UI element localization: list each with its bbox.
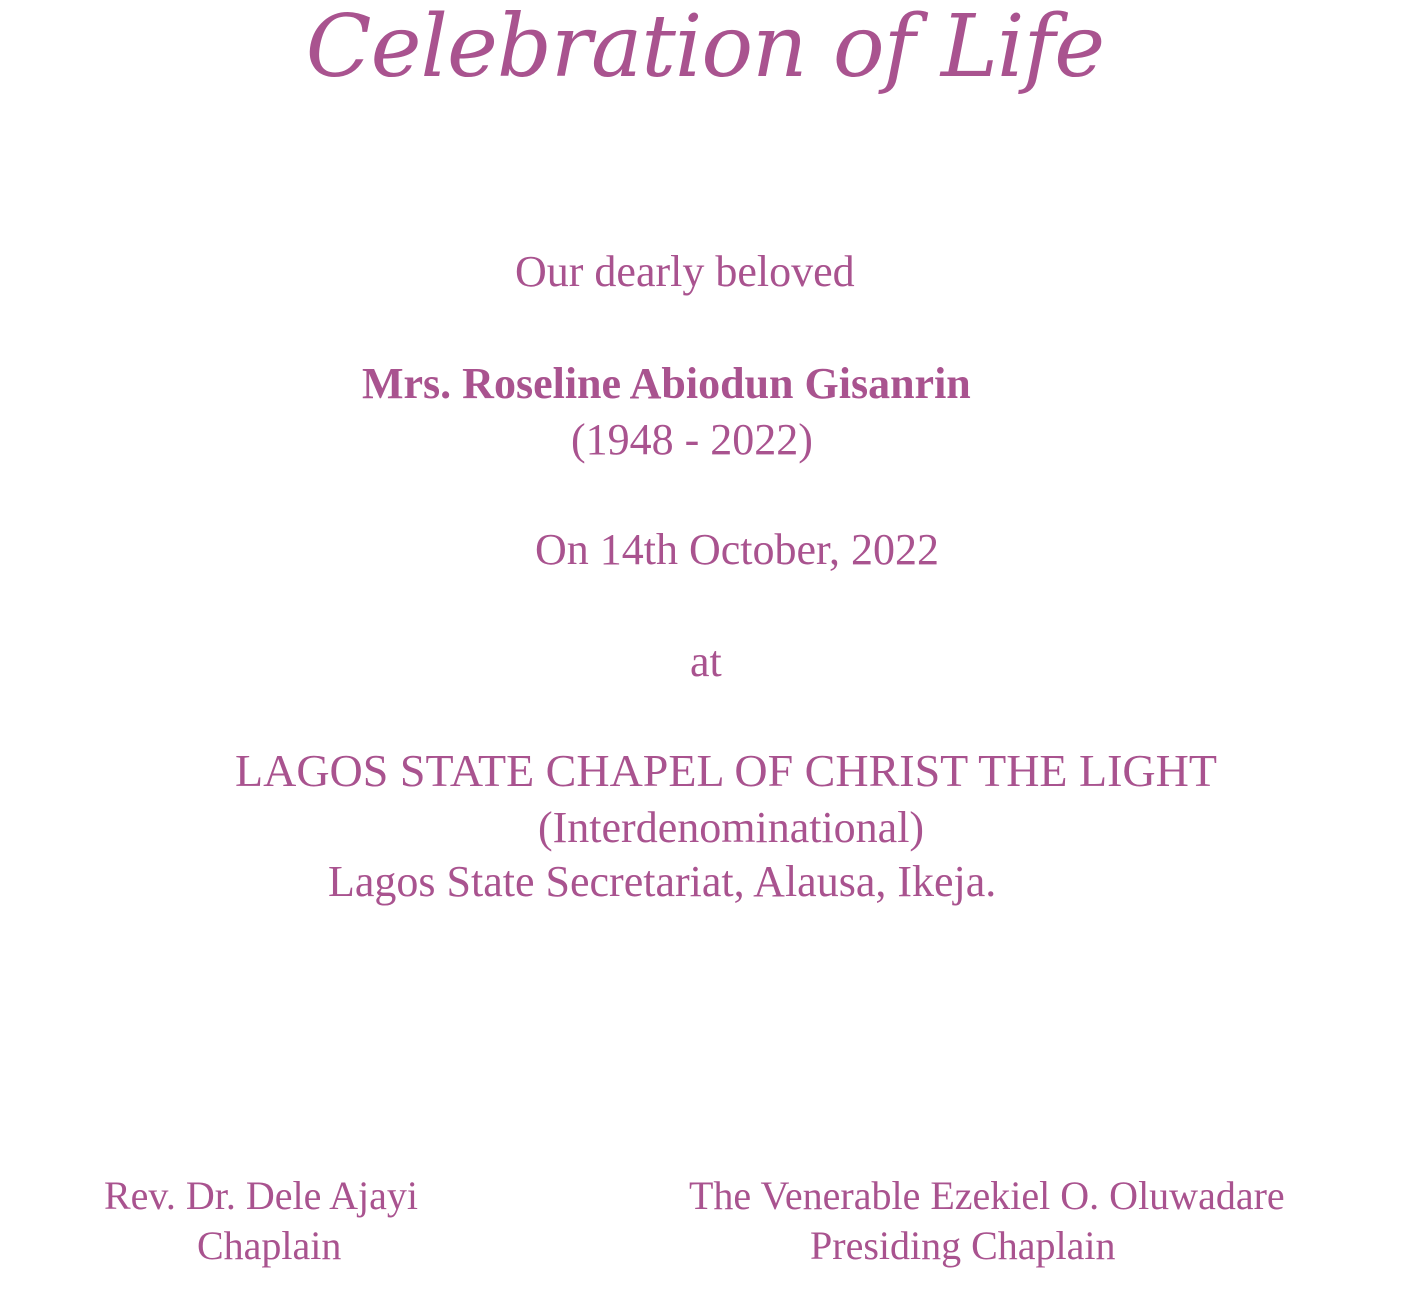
at-text: at xyxy=(690,637,722,686)
signatory-name-presiding-chaplain: The Venerable Ezekiel O. Oluwadare xyxy=(689,1173,1285,1218)
deceased-name: Mrs. Roseline Abiodun Gisanrin xyxy=(362,359,971,408)
signatory-name-chaplain: Rev. Dr. Dele Ajayi xyxy=(104,1173,419,1218)
deceased-years: (1948 - 2022) xyxy=(571,415,813,464)
signatory-title-presiding-chaplain: Presiding Chaplain xyxy=(810,1223,1116,1268)
venue-address: Lagos State Secretariat, Alausa, Ikeja. xyxy=(328,857,997,906)
signatory-title-chaplain: Chaplain xyxy=(197,1223,342,1268)
intro-text: Our dearly beloved xyxy=(515,247,855,296)
venue-denomination: (Interdenominational) xyxy=(538,803,925,852)
venue-name: LAGOS STATE CHAPEL OF CHRIST THE LIGHT xyxy=(235,745,1217,796)
event-date: On 14th October, 2022 xyxy=(535,525,939,574)
page-title: Celebration of Life xyxy=(305,0,1105,97)
